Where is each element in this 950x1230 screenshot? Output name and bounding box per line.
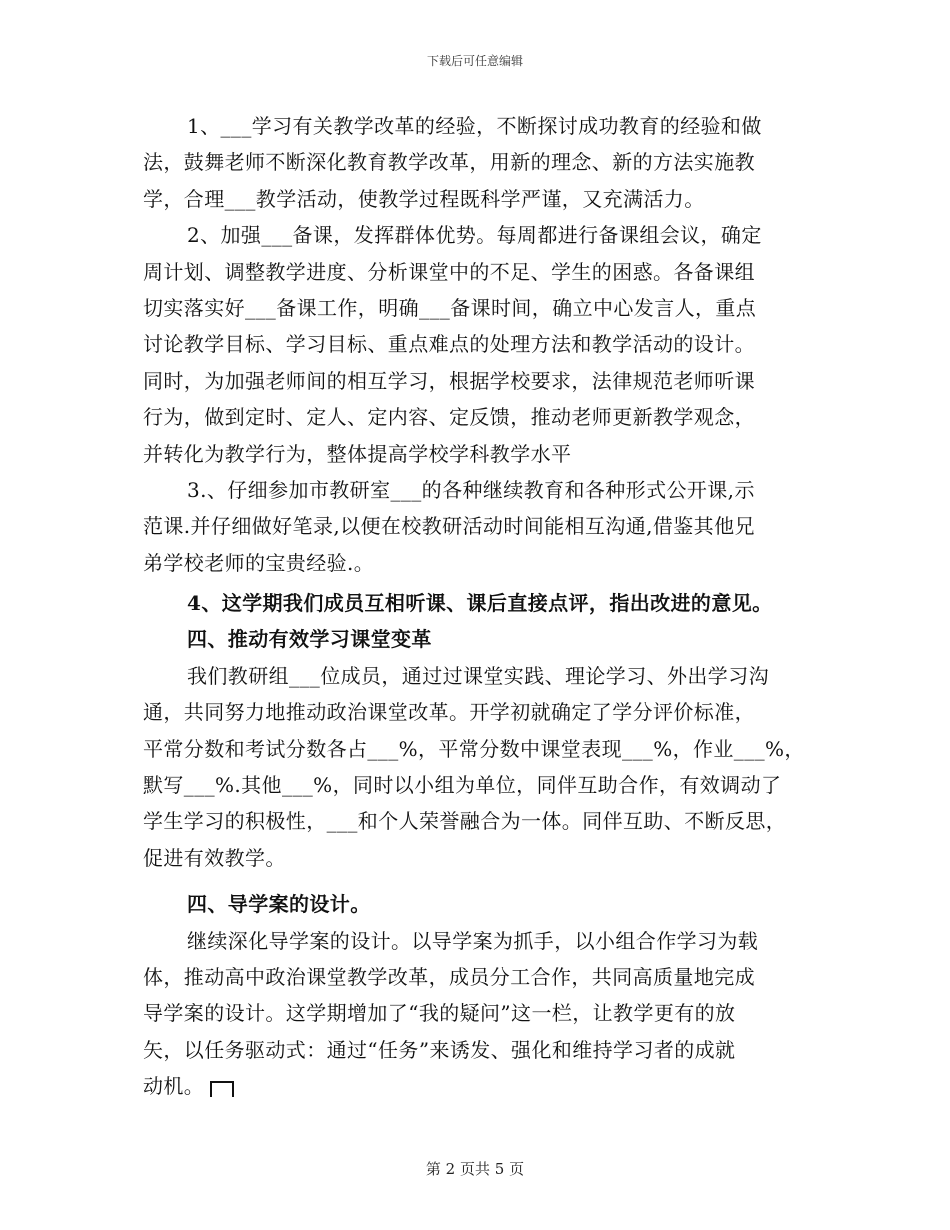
paragraph-2-line-2: 周计划、调整教学进度、分析课堂中的不足、学生的困惑。各备课组 [143,259,755,284]
paragraph-1-line-1: 1、___学习有关教学改革的经验，不断探讨成功教育的经验和做 [187,114,762,138]
paragraph-6-line-3: 导学案的设计。这学期增加了“我的疑问”这一栏，让教学更有的放 [143,1001,736,1026]
paragraph-2-line-1: 2、加强___备课，发挥群体优势。每周都进行备课组会议，确定 [187,223,762,248]
section-heading-1: 四、推动有效学习课堂变革 [187,627,432,652]
paragraph-2-line-3: 切实落实好___备课工作，明确___备课时间，确立中心发言人，重点 [143,295,757,320]
paragraph-2-line-7: 并转化为教学行为，整体提高学校学科教学水平 [143,441,572,466]
section-heading-2: 四、导学案的设计。 [187,892,371,917]
page-header: 下载后可任意编辑 [426,54,523,68]
paragraph-3-line-1: 3.、仔细参加市教研室___的各种继续教育和各种形式公开课,示 [187,477,755,502]
paragraph-5-line-1: 我们教研组___位成员，通过过课堂实践、理论学习、外出学习沟 [187,663,769,688]
paragraph-1-line-3: 学，合理___教学活动，使教学过程既科学严谨，又充满活力。 [143,186,705,211]
paragraph-5-line-2: 通，共同努力地推动政治课堂改革。开学初就确定了学分评价标准， [143,700,755,725]
paragraph-2-line-6: 行为，做到定时、定人、定内容、定反馈，推动老师更新教学观念， [143,405,755,430]
paragraph-3-line-3: 弟学校老师的宝贵经验.。 [143,550,375,575]
paragraph-4: 4、这学期我们成员互相听课、课后直接点评，指出改进的意见。 [187,591,773,616]
paragraph-2-line-4: 讨论教学目标、学习目标、重点难点的处理方法和教学活动的设计。 [143,332,755,357]
document-body [143,108,815,1105]
paragraph-6-line-1: 继续深化导学案的设计。以导学案为抓手，以小组合作学习为载 [187,928,759,953]
paragraph-2-line-5: 同时，为加强老师间的相互学习，根据学校要求，法律规范老师听课 [143,368,755,393]
paragraph-3-line-2: 范课.并仔细做好笔录,以便在校教研活动时间能相互沟通,借鉴其他兄 [143,514,755,539]
paragraph-5-line-3: 平常分数和考试分数各占___%，平常分数中课堂表现___%，作业___%， [143,736,805,761]
paragraph-5-line-6: 促进有效教学。 [143,845,286,870]
paragraph-1-line-2: 法，鼓舞老师不断深化教育教学改革，用新的理念、新的方法实施教 [143,150,755,175]
paragraph-6-line-5 [143,1068,815,1104]
page-number: 第 2 页共 5 页 [425,1160,525,1178]
paragraph-5-line-4: 默写___%.其他___%，同时以小组为单位，同伴互助合作，有效调动了 [143,773,782,798]
paragraph-6-line-2: 体，推动高中政治课堂教学改革，成员分工合作，共同高质量地完成 [143,964,755,989]
stray-mark-icon [210,1081,234,1097]
paragraph-6-line-5-text: 动机。 [143,1074,205,1099]
paragraph-5-line-5: 学生学习的积极性，___和个人荣誉融合为一体。同伴互助、不断反思， [143,809,787,834]
paragraph-6-line-4: 矢，以任务驱动式：通过“任务”来诱发、强化和维持学习者的成就 [143,1037,736,1062]
